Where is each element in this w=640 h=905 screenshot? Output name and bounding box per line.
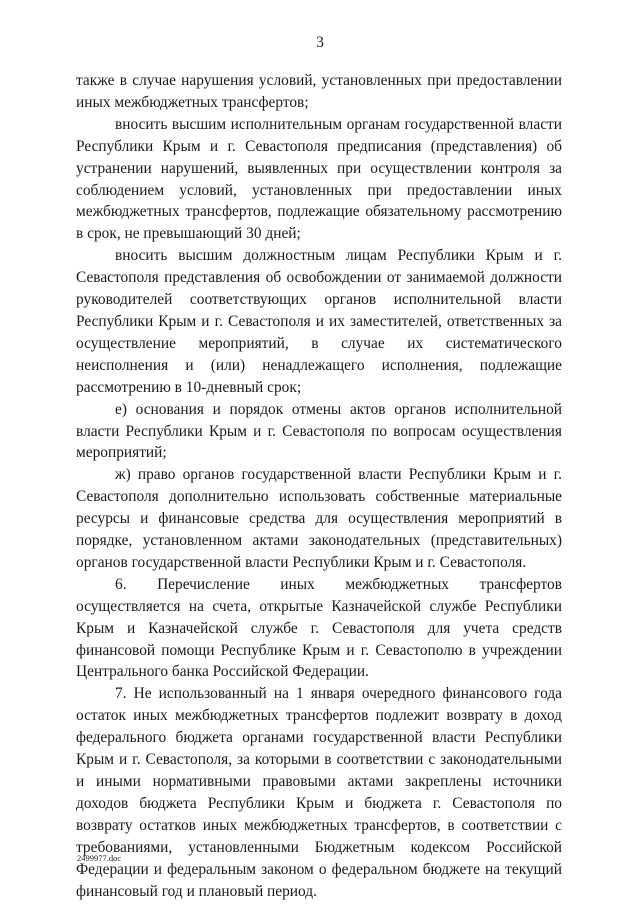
paragraph-dismissal: вносить высшим должностным лицам Республики Крым и г. Севастополя представления об освобождении от занимаемой должности руководителей соответствующих органов исполнительной власти Республики Крым и г. Севастополя и их заместителей, ответственных за осуществление мероприятий, в случае их систематического неисполнения и (или) ненадлежащего исполнения, подлежащие рассмотрению в 10-дневный срок;: [76, 247, 562, 396]
paragraph-item-6: 6. Перечисление иных межбюджетных трансфертов осуществляется на счета, открытые Казначейской службе Республики Крым и Казначейской службе г. Севастополя для учета средств финансовой помощи Республике Крым и г. Севастополю в учреждении Центрального банка Российской Федерации.: [76, 575, 562, 681]
page-number: 3: [316, 34, 324, 51]
document-body: [76, 70, 562, 902]
paragraph-clause-zh: ж) право органов государственной власти Республики Крым и г. Севастополя дополнительно использовать собственные материальные ресурсы и финансовые средства для осуществления мероприятий в порядке, установленном актами законодательных (представительных) органов государственной власти Республики Крым и г. Севастополя.: [76, 466, 562, 571]
footer-file-name: 2499977.doc: [77, 853, 122, 863]
paragraph-prescriptions: вносить высшим исполнительным органам государственной власти Республики Крым и г. Севастополя предписания (представления) об устранении нарушений, выявленных при осуществлении контроля за соблюдением условий, установленных при предоставлении иных межбюджетных трансфертов, подлежащие обязательному рассмотрению в срок, не превышающий 30 дней;: [76, 115, 562, 243]
paragraph-item-7: 7. Не использованный на 1 января очередного финансового года остаток иных межбюджетных трансфертов подлежит возврату в доход федерального бюджета органами государственной власти Республики Крым и г. Севастополя, за которыми в соответствии с законодательными и иными нормативными правовыми актами закреплены источники доходов бюджета Республики Крым и бюджета г. Севастополя по возврату остатков иных межбюджетных трансфертов, в соответствии с требованиями, установленными Бюджетным кодексом Российской Федерации и федеральным законом о федеральном бюджете на текущий финансовый год и плановый период.: [76, 685, 562, 900]
paragraph-continuation: также в случае нарушения условий, установленных при предоставлении иных межбюджетных трансфертов;: [76, 72, 562, 111]
paragraph-clause-e: е) основания и порядок отмены актов органов исполнительной власти Республики Крым и г. Севастополя по вопросам осуществления мероприятий;: [76, 400, 562, 462]
